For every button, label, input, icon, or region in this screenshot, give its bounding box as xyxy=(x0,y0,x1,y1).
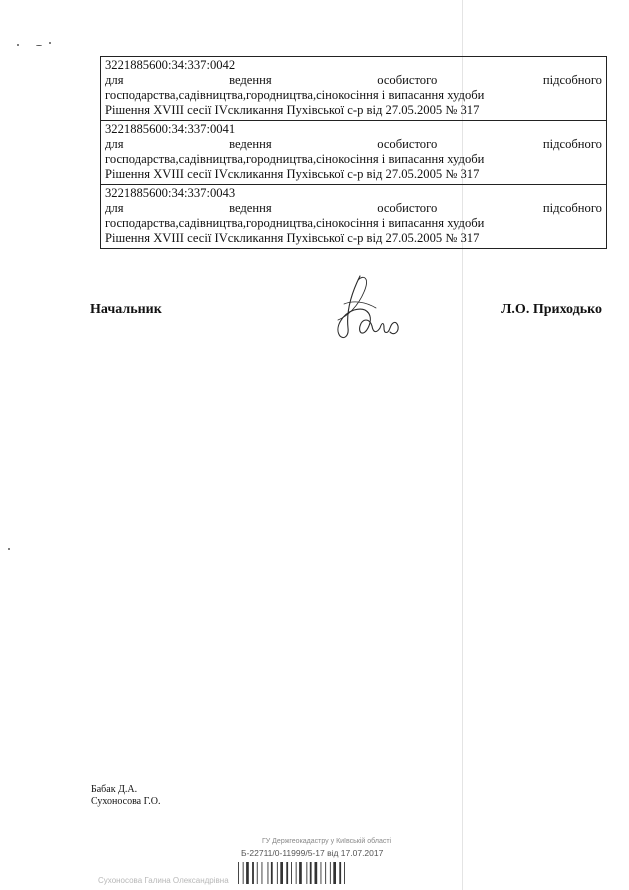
executor-name: Бабак Д.А. xyxy=(91,784,138,795)
scan-speck xyxy=(49,42,51,44)
handwritten-signature xyxy=(318,270,408,350)
scan-speck xyxy=(17,44,19,46)
decision-reference: Рішення XVIII сесії IVскликання Пухівської с-р від 27.05.2005 № 317 xyxy=(105,167,480,181)
purpose-word: особистого xyxy=(377,201,438,215)
land-record xyxy=(101,185,606,248)
purpose-word: підсобного xyxy=(542,137,602,151)
purpose-word: особистого xyxy=(377,137,438,151)
purpose-continuation: господарства,садівництва,городництва,сінокосіння і випасання худоби xyxy=(105,88,485,102)
purpose-line xyxy=(105,137,602,152)
purpose-word: підсобного xyxy=(542,201,602,215)
purpose-word: ведення xyxy=(229,137,272,151)
signatory-name: Л.О. Приходько xyxy=(501,302,602,317)
signatory-title: Начальник xyxy=(90,302,162,317)
cadastral-number: 3221885600:34:337:0042 xyxy=(105,58,236,72)
purpose-word: для xyxy=(105,73,124,87)
faint-executor-name: Сухоносова Галина Олександрівна xyxy=(98,876,229,885)
purpose-word: ведення xyxy=(229,201,272,215)
stamp-organization: ГУ Держгеокадастру у Київській області xyxy=(262,838,392,845)
land-record xyxy=(101,57,606,121)
purpose-continuation: господарства,садівництва,городництва,сінокосіння і випасання худоби xyxy=(105,152,485,166)
decision-reference: Рішення XVIII сесії IVскликання Пухівської с-р від 27.05.2005 № 317 xyxy=(105,231,480,245)
executors-list xyxy=(91,784,160,808)
purpose-word: для xyxy=(105,201,124,215)
land-record xyxy=(101,121,606,185)
decision-reference: Рішення XVIII сесії IVскликання Пухівської с-р від 27.05.2005 № 317 xyxy=(105,103,480,117)
cadastral-number: 3221885600:34:337:0041 xyxy=(105,122,236,136)
cadastral-number: 3221885600:34:337:0043 xyxy=(105,186,236,200)
scan-speck xyxy=(8,548,10,550)
purpose-line xyxy=(105,201,602,216)
purpose-line xyxy=(105,73,602,88)
stamp-registration-number: Б-22711/0-11999/5-17 від 17.07.2017 xyxy=(241,848,384,858)
purpose-continuation: господарства,садівництва,городництва,сінокосіння і випасання худоби xyxy=(105,216,485,230)
purpose-word: підсобного xyxy=(542,73,602,87)
purpose-word: для xyxy=(105,137,124,151)
barcode xyxy=(238,862,378,884)
purpose-word: ведення xyxy=(229,73,272,87)
scan-speck xyxy=(36,45,42,46)
land-records-table xyxy=(100,56,607,249)
executor-name: Сухоносова Г.О. xyxy=(91,796,161,807)
purpose-word: особистого xyxy=(377,73,438,87)
